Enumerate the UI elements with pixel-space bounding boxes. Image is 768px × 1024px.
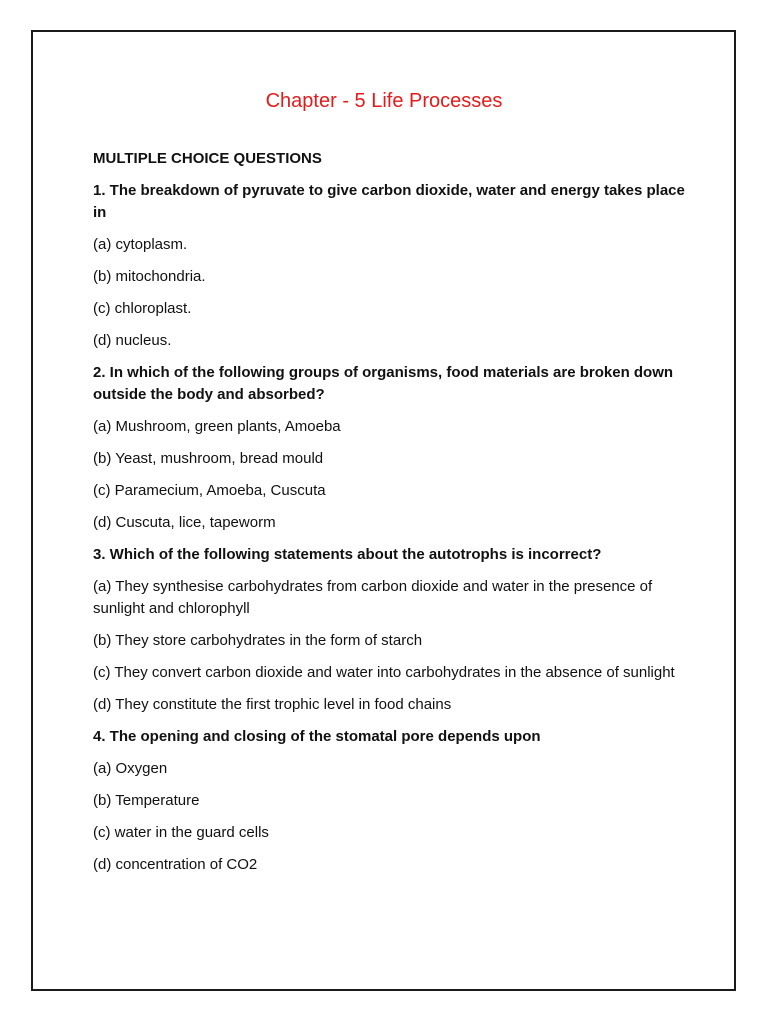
option-a: (a) They synthesise carbohydrates from carbon dioxide and water in the presence of sunlight and chlorophyll	[93, 578, 653, 617]
option-b: (b) Yeast, mushroom, bread mould	[93, 450, 324, 467]
question-text: 1. The breakdown of pyruvate to give carbon dioxide, water and energy takes place in	[93, 182, 685, 221]
option-a: (a) Mushroom, green plants, Amoeba	[93, 418, 341, 435]
option-b: (b) They store carbohydrates in the form of starch	[93, 632, 423, 649]
option-list	[93, 234, 693, 352]
option-c: (c) chloroplast.	[93, 300, 192, 317]
option-a: (a) cytoplasm.	[93, 236, 188, 253]
question-block-4	[93, 726, 693, 876]
option-d: (d) Cuscuta, lice, tapeworm	[93, 514, 276, 531]
option-b: (b) Temperature	[93, 792, 200, 809]
question-text: 3. Which of the following statements about the autotrophs is incorrect?	[93, 546, 602, 563]
question-block-3	[93, 544, 693, 716]
option-d: (d) concentration of CO2	[93, 856, 258, 873]
option-list	[93, 576, 693, 716]
option-b: (b) mitochondria.	[93, 268, 206, 285]
option-list	[93, 758, 693, 876]
option-d: (d) nucleus.	[93, 332, 172, 349]
question-text: 2. In which of the following groups of organisms, food materials are broken down outside the body and absorbed?	[93, 364, 674, 403]
option-c: (c) water in the guard cells	[93, 824, 269, 841]
option-d: (d) They constitute the first trophic level in food chains	[93, 696, 452, 713]
page-title: Chapter - 5 Life Processes	[265, 90, 503, 112]
option-c: (c) They convert carbon dioxide and water into carbohydrates in the absence of sunlight	[93, 664, 675, 681]
question-text: 4. The opening and closing of the stomatal pore depends upon	[93, 728, 541, 745]
section-heading: MULTIPLE CHOICE QUESTIONS	[93, 150, 322, 167]
question-block-2	[93, 362, 693, 534]
question-block-1	[93, 180, 693, 352]
question-list	[93, 148, 693, 886]
option-list	[93, 416, 693, 534]
option-a: (a) Oxygen	[93, 760, 168, 777]
option-c: (c) Paramecium, Amoeba, Cuscuta	[93, 482, 326, 499]
